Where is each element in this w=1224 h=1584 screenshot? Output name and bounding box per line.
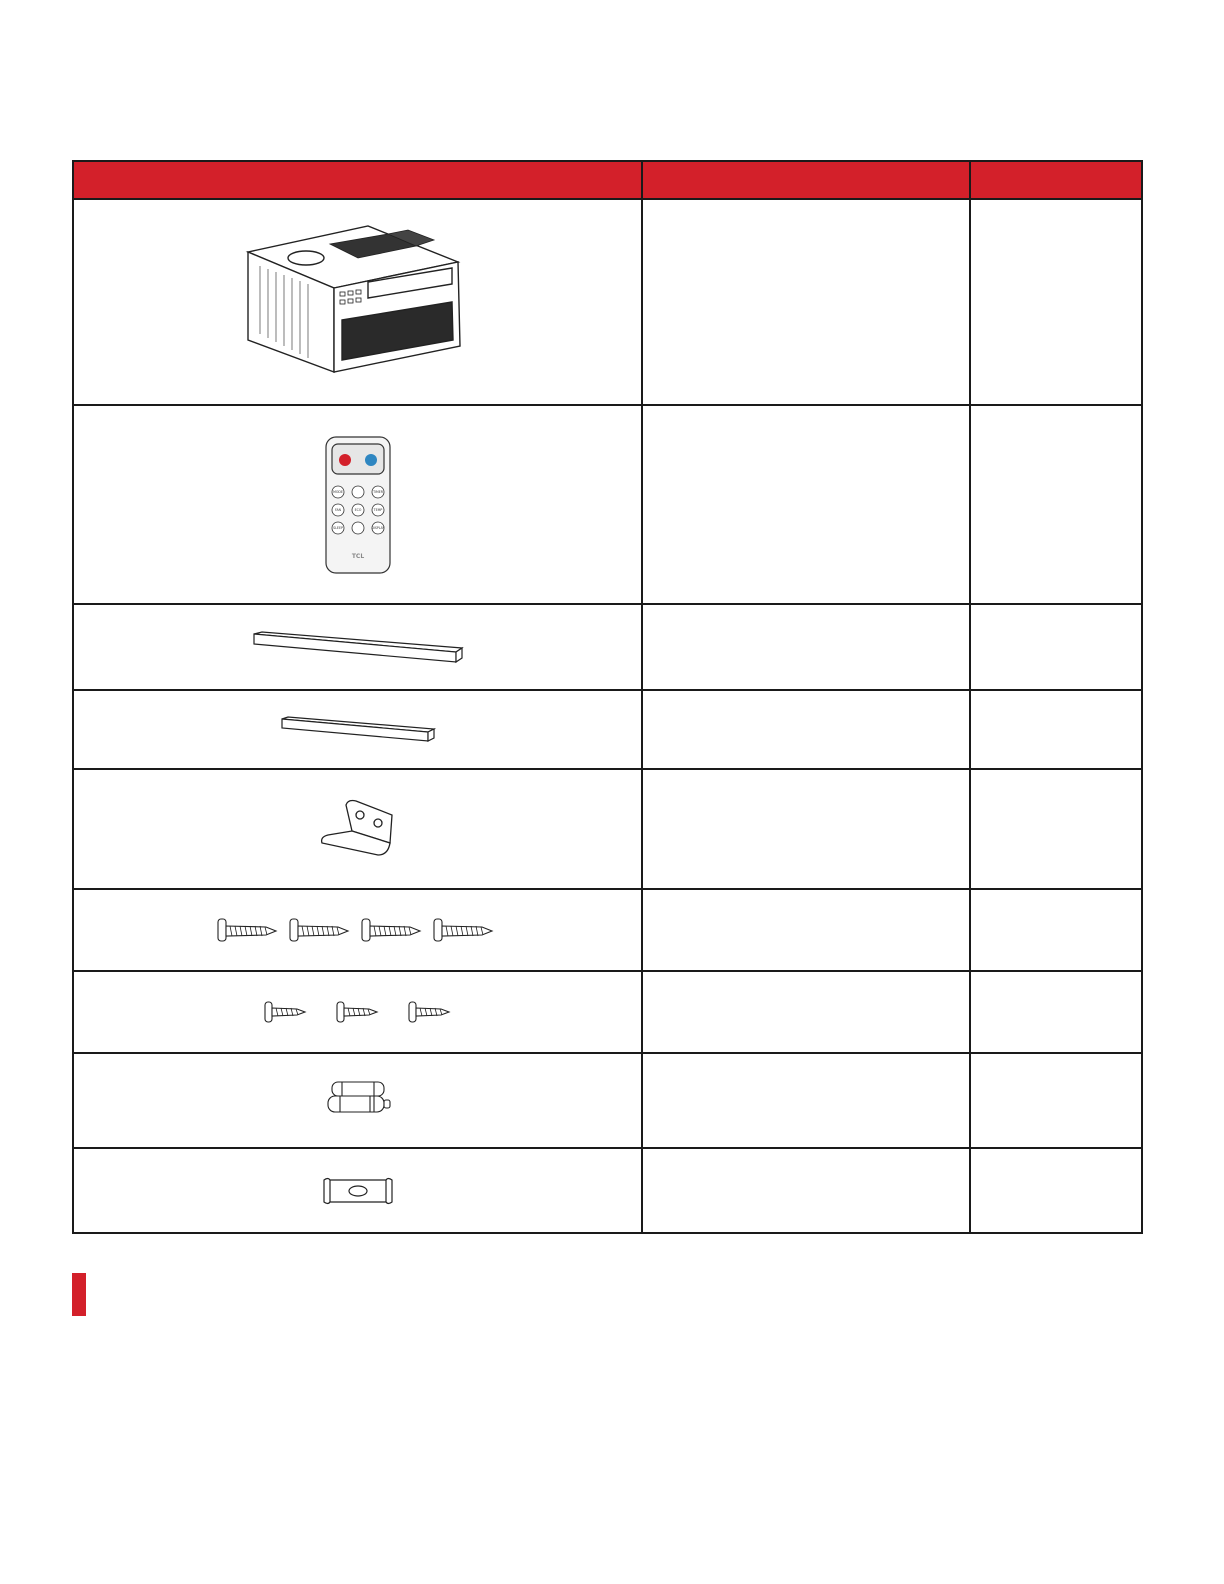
quantity-cell — [970, 769, 1142, 889]
table-row — [73, 889, 1142, 971]
quantity-cell — [970, 604, 1142, 690]
table-row — [73, 405, 1142, 604]
short-screws-icon — [263, 999, 453, 1025]
table-row — [73, 199, 1142, 405]
remote-button-label: TEMP — [373, 507, 382, 512]
description-cell — [642, 1053, 970, 1148]
description-cell — [642, 405, 970, 604]
description-cell — [642, 971, 970, 1053]
table-row — [73, 971, 1142, 1053]
quantity-cell — [970, 405, 1142, 604]
quantity-cell — [970, 889, 1142, 971]
remote-button-label: FAN — [334, 507, 341, 512]
long-screws-icon — [216, 915, 500, 945]
header-part — [73, 161, 642, 199]
parts-table — [72, 160, 1143, 1234]
remote-button-label: DISPLAY — [370, 525, 385, 530]
long-foam-strip-icon — [250, 630, 466, 664]
header-description — [642, 161, 970, 199]
description-cell — [642, 199, 970, 405]
remote-control-icon — [323, 434, 393, 576]
quantity-cell — [970, 1148, 1142, 1233]
quantity-cell — [970, 971, 1142, 1053]
description-cell — [642, 769, 970, 889]
remote-brand: TCL — [351, 552, 364, 560]
table-row — [73, 1053, 1142, 1148]
description-cell — [642, 690, 970, 769]
description-cell — [642, 889, 970, 971]
table-header-row — [73, 161, 1142, 199]
description-cell — [642, 1148, 970, 1233]
aaa-batteries-icon — [322, 1078, 394, 1124]
short-foam-strip-icon — [278, 715, 438, 745]
description-cell — [642, 604, 970, 690]
section-marker — [72, 1273, 86, 1316]
remote-button-label: TIMER — [372, 489, 383, 494]
window-lock-icon — [320, 1174, 396, 1208]
remote-button-label: SLEEP — [332, 525, 343, 530]
quantity-cell — [970, 199, 1142, 405]
quantity-cell — [970, 1053, 1142, 1148]
remote-button-label: MODE — [332, 489, 343, 494]
table-row — [73, 769, 1142, 889]
table-row — [73, 1148, 1142, 1233]
air-conditioner-unit-icon — [238, 222, 478, 382]
remote-button-label: ECO — [354, 507, 361, 512]
table-row — [73, 604, 1142, 690]
quantity-cell — [970, 690, 1142, 769]
l-bracket-icon — [318, 797, 398, 861]
table-row — [73, 690, 1142, 769]
header-quantity — [970, 161, 1142, 199]
